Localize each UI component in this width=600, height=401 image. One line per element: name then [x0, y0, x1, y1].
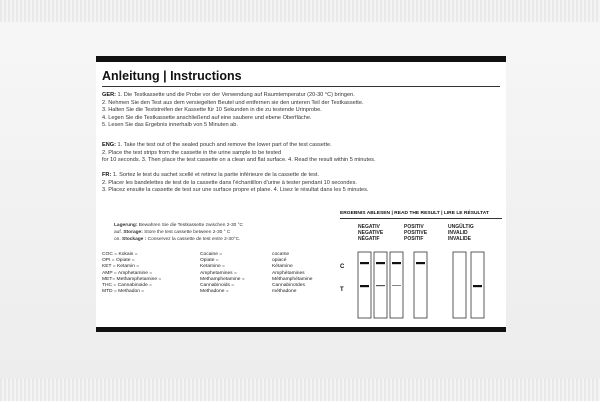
control-marker: C: [340, 264, 345, 270]
drug-item: MTD = Methadon =: [102, 289, 145, 295]
result-divider: [340, 218, 502, 219]
fr-label: FR:: [102, 172, 112, 178]
invalid-strip-1: [453, 252, 466, 318]
title-divider: [102, 86, 500, 87]
negative-test-line-3: [392, 285, 401, 286]
drug-item: AMP = Amphetamine =: [102, 270, 153, 276]
eng-text: 1. Take the test out of the sealed pouch and remove the lower part of the test cassette.: [117, 142, 332, 148]
pouch-seal-bottom: [0, 379, 600, 401]
drug-item: opiacé: [272, 258, 287, 264]
ger-line: 2. Nehmen Sie den Test aus dem versiegelten Beutel und entfernen sie den unteren Teil der Testkassette.: [102, 99, 364, 106]
negative-control-line-1: [360, 262, 369, 264]
negative-control-line-3: [392, 262, 401, 264]
fr-line: 3. Placez ensuite la cassette de test sur une surface propre et plane. 4. Lisez le résultat dans les 5 minutes.: [102, 187, 369, 194]
label-top-bar: [96, 56, 506, 62]
drug-item: Methadone =: [200, 289, 229, 295]
negative-ger: NEGATIV: [358, 224, 380, 230]
label-bottom-bar: [96, 327, 506, 332]
invalid-label: [448, 224, 474, 242]
test-marker: T: [340, 287, 344, 293]
storage-prefix: auf.: [114, 230, 123, 235]
positive-eng: POSITIVE: [404, 230, 428, 236]
fr-text: 1. Sortez le test du sachet scellé et retirez la partie inférieure de la cassette de test.: [112, 172, 320, 178]
drug-list-english: [200, 252, 245, 295]
drug-list-german: [102, 252, 161, 295]
drug-list-french: [272, 252, 313, 295]
page-title: Anleitung | Instructions: [102, 69, 242, 83]
drug-item: Méthamphétamine: [272, 276, 313, 282]
pouch-seal-top: [0, 0, 600, 22]
eng-instructions: [102, 142, 502, 165]
storage-label: Storage:: [123, 230, 143, 235]
drug-item: méthadone: [272, 289, 297, 295]
fr-line: 2. Placer les bandelettes de test de la cassette dans l'échantillon d'urine à tester pendant 10 secondes.: [102, 179, 357, 186]
drug-item: Kétamine: [272, 264, 293, 270]
negative-label: [358, 224, 383, 242]
drug-item: Opiate =: [200, 258, 219, 264]
positive-label: [404, 224, 427, 242]
ger-instructions: [102, 92, 502, 130]
drug-item: Ketamine =: [200, 264, 225, 270]
positive-strips: [414, 252, 427, 318]
negative-fr: NÉGATIF: [358, 236, 380, 242]
drug-item: Cannabinoïdes: [272, 283, 305, 289]
drug-item: KET = Ketamin =: [102, 264, 140, 270]
drug-item: Amphetamines =: [200, 270, 237, 276]
invalid-eng: INVALID: [448, 230, 468, 236]
drug-item: Cannabinoids =: [200, 283, 235, 289]
stockage-prefix: on.: [114, 237, 121, 242]
ger-text: 1. Die Testkassette und die Probe vor der Verwendung auf Raumtemperatur (20-30 °C) bringen.: [117, 92, 355, 98]
drug-item: MET= Methamphetamine =: [102, 276, 162, 282]
negative-test-line-1: [360, 285, 369, 287]
invalid-strips: [453, 252, 484, 318]
stockage-label: Stockage :: [122, 237, 147, 242]
ger-line: 3. Halten Sie die Teststreifen der Kassette für 10 Sekunden in die zu testende Urinprobe.: [102, 107, 322, 114]
eng-label: ENG:: [102, 142, 116, 148]
drug-item: Methamphetamine =: [200, 276, 245, 282]
eng-line: 2. Place the test strips from the cassette in the urine sample to be tested: [102, 149, 282, 156]
drug-item: THC = Cannabinoide =: [102, 283, 153, 289]
drug-item: Cocaine =: [200, 252, 223, 257]
lagerung-text: Bewahren Sie die Testkassette zwischen 2-30 °C: [138, 223, 244, 228]
ger-line: 4. Legen Sie die Testkassette anschließend auf eine saubere und ebene Oberfläche.: [102, 114, 312, 121]
negative-control-line-2: [376, 262, 385, 264]
fr-instructions: [102, 172, 502, 195]
stockage-text: Conservez la cassette de test entre 2-30°C.: [147, 237, 241, 242]
positive-control-line: [416, 262, 425, 264]
instruction-label: [96, 56, 506, 332]
invalid-fr: INVALIDE: [448, 236, 471, 242]
ger-label: GER:: [102, 92, 116, 98]
eng-line: for 10 seconds. 3. Then place the test cassette on a clean and flat surface. 4. Read the result within 5 minutes.: [102, 157, 376, 164]
drug-item: cocaïne: [272, 252, 290, 257]
ger-line: 5. Lesen Sie das Ergebnis innerhalb von 5 Minuten ab.: [102, 122, 238, 129]
drug-item: Amphétamines: [272, 270, 305, 276]
drug-item: COC = Kokain =: [102, 252, 138, 257]
positive-ger: POSITIV: [404, 224, 424, 230]
invalid-ger: UNGÜLTIG: [448, 224, 474, 230]
negative-test-line-2: [376, 285, 385, 286]
negative-eng: NEGATIVE: [358, 230, 384, 236]
negative-strips: [358, 252, 403, 318]
result-heading: ERGEBNIS ABLESEN | READ THE RESULT | LIRE LE RÉSULTAT: [340, 211, 489, 216]
storage-text: Store the test cassette between 2-30 ° C: [144, 230, 231, 235]
storage-info: [114, 222, 243, 243]
positive-fr: POSITIF: [404, 236, 424, 242]
result-diagram: [340, 244, 504, 322]
lagerung-label: Lagerung:: [114, 223, 138, 228]
positive-strip: [414, 252, 427, 318]
invalid-test-line: [473, 285, 482, 287]
drug-item: OPI = Opiate =: [102, 258, 135, 264]
